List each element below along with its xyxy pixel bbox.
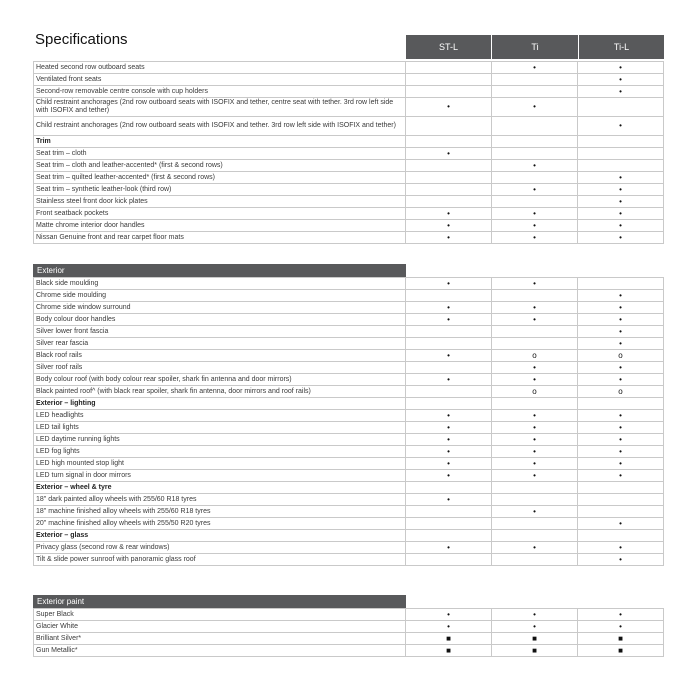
availability-cell <box>406 86 492 98</box>
availability-cell <box>406 530 492 542</box>
availability-cell: • <box>406 302 492 314</box>
feature-label: LED headlights <box>34 410 406 422</box>
availability-cell <box>578 530 664 542</box>
feature-label: Super Black <box>34 609 406 621</box>
availability-cell: ■ <box>578 633 664 645</box>
availability-cell <box>492 326 578 338</box>
availability-cell: • <box>492 434 578 446</box>
table-row <box>34 160 664 172</box>
table-row <box>34 645 664 657</box>
availability-cell: • <box>406 542 492 554</box>
availability-cell <box>578 506 664 518</box>
availability-cell <box>492 518 578 530</box>
feature-label: Seat trim – quilted leather-accented* (first & second rows) <box>34 172 406 184</box>
availability-cell: • <box>406 609 492 621</box>
table-row <box>34 326 664 338</box>
availability-cell: • <box>492 458 578 470</box>
subsection-label: Exterior – wheel & tyre <box>34 482 406 494</box>
availability-cell <box>406 362 492 374</box>
availability-cell: • <box>578 446 664 458</box>
availability-cell: • <box>406 98 492 117</box>
table-row <box>34 314 664 326</box>
feature-label: Silver roof rails <box>34 362 406 374</box>
feature-label: LED fog lights <box>34 446 406 458</box>
table-row <box>34 220 664 232</box>
availability-cell: • <box>578 422 664 434</box>
table-row <box>34 374 664 386</box>
availability-cell: • <box>578 374 664 386</box>
availability-cell: • <box>406 148 492 160</box>
feature-label: Glacier White <box>34 621 406 633</box>
availability-cell <box>492 554 578 566</box>
table-row <box>34 232 664 244</box>
availability-cell: ■ <box>406 633 492 645</box>
availability-cell: • <box>578 208 664 220</box>
table-row <box>34 196 664 208</box>
availability-cell: • <box>492 62 578 74</box>
availability-cell <box>492 530 578 542</box>
availability-cell <box>492 148 578 160</box>
availability-cell: • <box>492 422 578 434</box>
interior-features-table <box>33 61 664 244</box>
feature-label: Seat trim – cloth and leather-accented* (first & second rows) <box>34 160 406 172</box>
availability-cell: • <box>492 470 578 482</box>
availability-cell <box>406 117 492 136</box>
availability-cell <box>492 290 578 302</box>
availability-cell: • <box>492 621 578 633</box>
availability-cell: • <box>406 494 492 506</box>
section-heading-exterior: Exterior <box>33 264 406 277</box>
feature-label: Black painted roof^ (with black rear spoiler, shark fin antenna, door mirrors and roof rails) <box>34 386 406 398</box>
feature-label: Front seatback pockets <box>34 208 406 220</box>
table-row <box>34 117 664 136</box>
table-row <box>34 506 664 518</box>
table-row <box>34 184 664 196</box>
availability-cell: • <box>492 362 578 374</box>
availability-cell <box>406 518 492 530</box>
table-row <box>34 458 664 470</box>
availability-cell <box>406 290 492 302</box>
availability-cell: • <box>578 220 664 232</box>
table-row <box>34 542 664 554</box>
feature-label: Chrome side window surround <box>34 302 406 314</box>
feature-label: 18" dark painted alloy wheels with 255/60 R18 tyres <box>34 494 406 506</box>
availability-cell: • <box>492 314 578 326</box>
table-row <box>34 208 664 220</box>
availability-cell: • <box>406 434 492 446</box>
table-row <box>34 362 664 374</box>
feature-label: Seat trim – synthetic leather-look (third row) <box>34 184 406 196</box>
availability-cell <box>578 398 664 410</box>
availability-cell: • <box>406 422 492 434</box>
availability-cell <box>578 494 664 506</box>
availability-cell: ■ <box>406 645 492 657</box>
availability-cell: o <box>492 386 578 398</box>
table-row <box>34 74 664 86</box>
feature-label: Matte chrome interior door handles <box>34 220 406 232</box>
availability-cell: • <box>492 374 578 386</box>
availability-cell: ■ <box>578 645 664 657</box>
feature-label: Privacy glass (second row & rear windows) <box>34 542 406 554</box>
availability-cell <box>406 160 492 172</box>
availability-cell: • <box>406 458 492 470</box>
availability-cell <box>406 184 492 196</box>
availability-cell <box>492 494 578 506</box>
availability-cell: • <box>492 160 578 172</box>
availability-cell <box>578 278 664 290</box>
table-row <box>34 148 664 160</box>
availability-cell <box>578 136 664 148</box>
column-header-st-l: ST-L <box>406 35 491 59</box>
availability-cell <box>492 136 578 148</box>
table-row <box>34 172 664 184</box>
exterior-features-table <box>33 277 664 566</box>
feature-label: LED tail lights <box>34 422 406 434</box>
availability-cell: • <box>492 609 578 621</box>
availability-cell: • <box>406 232 492 244</box>
availability-cell <box>492 482 578 494</box>
availability-cell: • <box>578 542 664 554</box>
availability-cell: • <box>406 621 492 633</box>
feature-label: Stainless steel front door kick plates <box>34 196 406 208</box>
availability-cell: o <box>492 350 578 362</box>
feature-label: LED turn signal in door mirrors <box>34 470 406 482</box>
table-row <box>34 290 664 302</box>
table-row <box>34 350 664 362</box>
availability-cell: • <box>492 542 578 554</box>
table-row <box>34 338 664 350</box>
availability-cell <box>406 136 492 148</box>
availability-cell <box>492 172 578 184</box>
availability-cell: • <box>406 314 492 326</box>
feature-label: Brilliant Silver* <box>34 633 406 645</box>
section-heading-exterior-paint: Exterior paint <box>33 595 406 608</box>
feature-label: Heated second row outboard seats <box>34 62 406 74</box>
subsection-label: Exterior – glass <box>34 530 406 542</box>
availability-cell: • <box>578 470 664 482</box>
subsection-row <box>34 530 664 542</box>
availability-cell <box>492 86 578 98</box>
subsection-label: Trim <box>34 136 406 148</box>
feature-label: Child restraint anchorages (2nd row outboard seats with ISOFIX and tether, centre seat with tether. 3rd row left side with ISOFIX and tether) <box>34 98 406 117</box>
table-row <box>34 633 664 645</box>
availability-cell: • <box>578 362 664 374</box>
subsection-row <box>34 136 664 148</box>
feature-label: Seat trim – cloth <box>34 148 406 160</box>
availability-cell: • <box>406 446 492 458</box>
availability-cell: • <box>406 208 492 220</box>
availability-cell: o <box>578 386 664 398</box>
availability-cell: ■ <box>492 645 578 657</box>
availability-cell <box>406 196 492 208</box>
availability-cell: • <box>492 220 578 232</box>
feature-label: Black roof rails <box>34 350 406 362</box>
feature-label: Body colour roof (with body colour rear spoiler, shark fin antenna and door mirrors) <box>34 374 406 386</box>
table-row <box>34 98 664 117</box>
availability-cell <box>492 398 578 410</box>
feature-label: Ventilated front seats <box>34 74 406 86</box>
availability-cell: • <box>578 458 664 470</box>
table-row <box>34 518 664 530</box>
availability-cell: • <box>492 184 578 196</box>
availability-cell: • <box>492 302 578 314</box>
availability-cell: • <box>578 232 664 244</box>
availability-cell <box>406 326 492 338</box>
availability-cell: • <box>578 117 664 136</box>
table-row <box>34 434 664 446</box>
availability-cell: • <box>578 196 664 208</box>
availability-cell: o <box>578 350 664 362</box>
availability-cell: • <box>492 208 578 220</box>
table-row <box>34 386 664 398</box>
availability-cell <box>406 386 492 398</box>
column-header-ti: Ti <box>492 35 578 59</box>
availability-cell: ■ <box>492 633 578 645</box>
availability-cell: • <box>578 621 664 633</box>
exterior-paint-table <box>33 608 664 657</box>
table-row <box>34 86 664 98</box>
availability-cell <box>578 160 664 172</box>
feature-label: Nissan Genuine front and rear carpet floor mats <box>34 232 406 244</box>
availability-cell: • <box>578 62 664 74</box>
availability-cell: • <box>578 302 664 314</box>
table-row <box>34 278 664 290</box>
availability-cell: • <box>578 290 664 302</box>
availability-cell: • <box>578 434 664 446</box>
table-row <box>34 446 664 458</box>
availability-cell: • <box>578 314 664 326</box>
feature-label: Child restraint anchorages (2nd row outboard seats with ISOFIX and tether. 3rd row left side with ISOFIX and tether) <box>34 117 406 136</box>
feature-label: Black side moulding <box>34 278 406 290</box>
availability-cell: • <box>406 278 492 290</box>
feature-label: 18" machine finished alloy wheels with 255/60 R18 tyres <box>34 506 406 518</box>
subsection-row <box>34 482 664 494</box>
feature-label: Chrome side moulding <box>34 290 406 302</box>
availability-cell: • <box>578 326 664 338</box>
availability-cell: • <box>406 410 492 422</box>
availability-cell <box>406 338 492 350</box>
availability-cell <box>492 196 578 208</box>
availability-cell <box>406 74 492 86</box>
feature-label: Silver rear fascia <box>34 338 406 350</box>
availability-cell: • <box>578 410 664 422</box>
availability-cell: • <box>578 74 664 86</box>
table-row <box>34 621 664 633</box>
table-row <box>34 410 664 422</box>
availability-cell <box>406 172 492 184</box>
table-row <box>34 62 664 74</box>
availability-cell: • <box>492 410 578 422</box>
availability-cell: • <box>406 470 492 482</box>
availability-cell: • <box>578 172 664 184</box>
feature-label: LED high mounted stop light <box>34 458 406 470</box>
availability-cell: • <box>406 374 492 386</box>
availability-cell: • <box>578 184 664 196</box>
table-row <box>34 554 664 566</box>
feature-label: Gun Metallic* <box>34 645 406 657</box>
availability-cell <box>406 482 492 494</box>
availability-cell: • <box>492 506 578 518</box>
column-header-ti-l: Ti-L <box>579 35 664 59</box>
availability-cell <box>492 338 578 350</box>
feature-label: LED daytime running lights <box>34 434 406 446</box>
table-row <box>34 302 664 314</box>
page-title: Specifications <box>35 31 128 48</box>
availability-cell: • <box>492 446 578 458</box>
availability-cell: • <box>578 338 664 350</box>
feature-label: 20" machine finished alloy wheels with 255/50 R20 tyres <box>34 518 406 530</box>
table-row <box>34 494 664 506</box>
availability-cell <box>578 148 664 160</box>
table-row <box>34 422 664 434</box>
feature-label: Silver lower front fascia <box>34 326 406 338</box>
availability-cell: • <box>406 350 492 362</box>
availability-cell <box>578 98 664 117</box>
subsection-label: Exterior – lighting <box>34 398 406 410</box>
availability-cell <box>492 74 578 86</box>
feature-label: Tilt & slide power sunroof with panoramic glass roof <box>34 554 406 566</box>
availability-cell: • <box>578 554 664 566</box>
feature-label: Second-row removable centre console with cup holders <box>34 86 406 98</box>
availability-cell: • <box>492 232 578 244</box>
availability-cell: • <box>578 518 664 530</box>
availability-cell <box>578 482 664 494</box>
table-row <box>34 609 664 621</box>
availability-cell <box>406 554 492 566</box>
feature-label: Body colour door handles <box>34 314 406 326</box>
availability-cell <box>492 117 578 136</box>
availability-cell: • <box>492 278 578 290</box>
subsection-row <box>34 398 664 410</box>
availability-cell <box>406 398 492 410</box>
availability-cell <box>406 506 492 518</box>
availability-cell: • <box>578 86 664 98</box>
availability-cell <box>406 62 492 74</box>
availability-cell: • <box>492 98 578 117</box>
table-row <box>34 470 664 482</box>
availability-cell: • <box>578 609 664 621</box>
availability-cell: • <box>406 220 492 232</box>
